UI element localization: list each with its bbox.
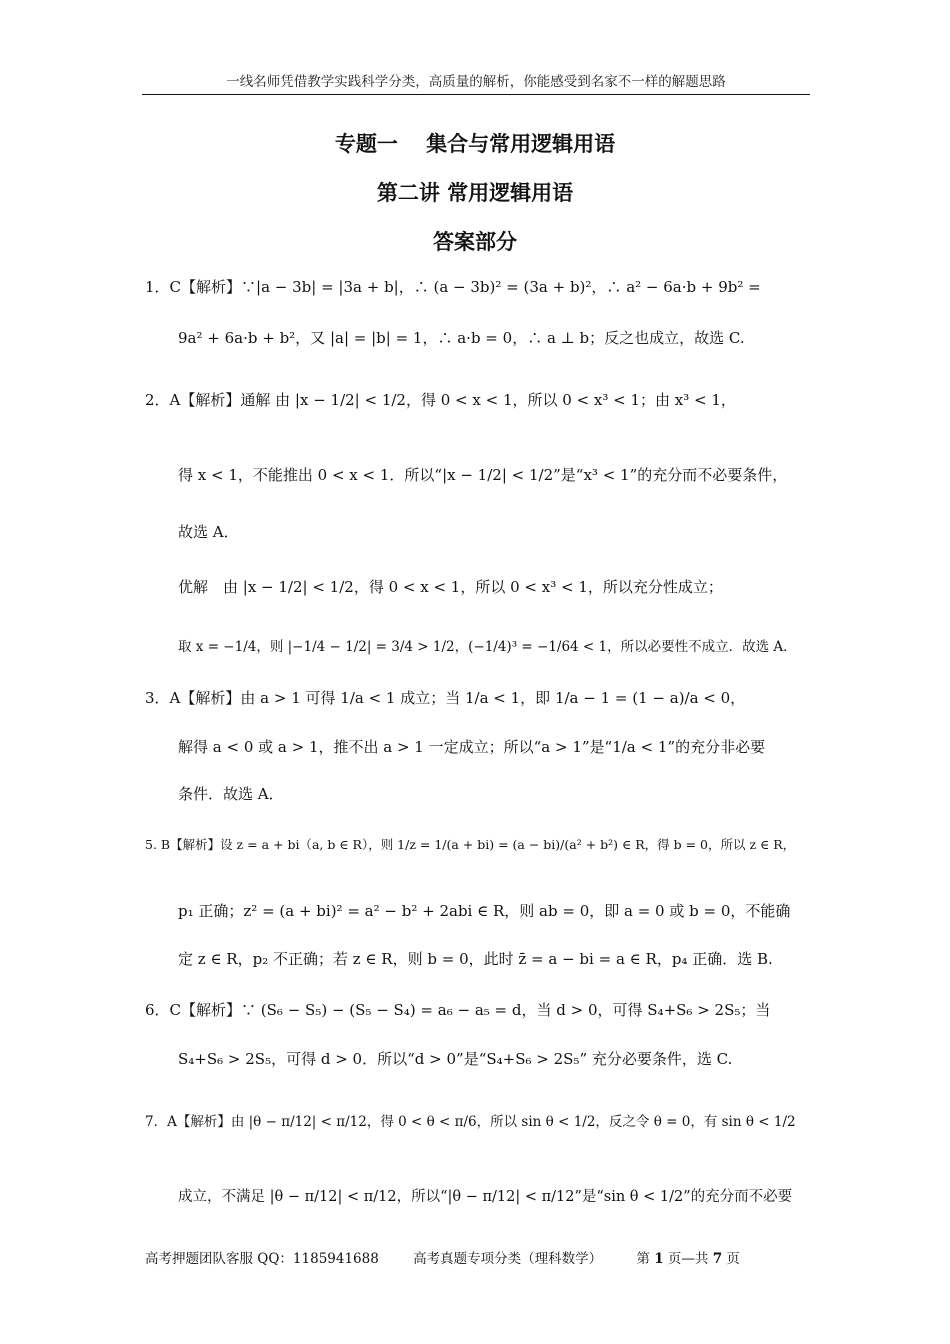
answer-2-line-1: 2．A【解析】通解 由 |x − 1/2| < 1/2，得 0 < x < 1，所以 0 < x³ < 1；由 x³ < 1， <box>145 391 736 409</box>
page-total: 7 <box>712 1251 723 1267</box>
answer-5-line-1: 5. B【解析】设 z = a + bi（a, b ∈ R），则 1/z = 1/(a + bi) = (a − bi)/(a² + b²) ∈ R，得 b = 0，所以 z ∈ R， <box>145 837 796 852</box>
footer <box>145 1247 770 1267</box>
answer-2-line-5: 取 x = −1/4，则 |−1/4 − 1/2| = 3/4 > 1/2，(−1/4)³ = −1/64 < 1，所以必要性不成立．故选 A． <box>178 639 797 655</box>
answer-1-line-2: 9a² + 6a·b + b²，又 |a| = |b| = 1，∴ a·b = 0，∴ a ⊥ b；反之也成立，故选 C. <box>178 329 745 347</box>
page-mid: 页—共 <box>667 1251 709 1267</box>
answer-6-line-2: S₄+S₆ > 2S₅，可得 d > 0．所以“d > 0”是“S₄+S₆ > 2S₅” 充分必要条件，选 C. <box>178 1050 733 1068</box>
lecture-title: 第二讲 常用逻辑用语 <box>376 181 574 205</box>
answer-1-line-1: 1．C【解析】∵|a − 3b| = |3a + b|，∴ (a − 3b)² = (3a + b)²，∴ a² − 6a·b + 9b² = <box>145 278 761 296</box>
answer-2-line-3: 故选 A． <box>178 523 239 541</box>
answer-2-line-2: 得 x < 1，不能推出 0 < x < 1．所以“|x − 1/2| < 1/2”是“x³ < 1”的充分而不必要条件， <box>178 466 788 484</box>
answer-3-line-3: 条件．故选 A． <box>178 785 284 803</box>
topic-title: 专题一 集合与常用逻辑用语 <box>334 132 616 156</box>
answer-5-line-2: p₁ 正确；z² = (a + bi)² = a² − b² + 2abi ∈ R，则 ab = 0，即 a = 0 或 b = 0，不能确 <box>178 902 791 920</box>
page-number: 1 <box>654 1251 664 1267</box>
answer-6-line-1: 6．C【解析】∵ (S₆ − S₅) − (S₅ − S₄) = a₆ − a₅ = d，当 d > 0，可得 S₄+S₆ > 2S₅；当 <box>145 1001 771 1019</box>
answer-7-line-1: 7．A【解析】由 |θ − π/12| < π/12，得 0 < θ < π/6，所以 sin θ < 1/2，反之令 θ = 0，有 sin θ < 1/2 <box>145 1114 796 1130</box>
answer-3-line-2: 解得 a < 0 或 a > 1，推不出 a > 1 一定成立；所以“a > 1”是“1/a < 1”的充分非必要 <box>178 738 766 756</box>
answer-2-line-4: 优解 由 |x − 1/2| < 1/2，得 0 < x < 1，所以 0 < x³ < 1，所以充分性成立； <box>178 578 723 596</box>
footer-page <box>636 1251 740 1267</box>
answer-3-line-1: 3．A【解析】由 a > 1 可得 1/a < 1 成立；当 1/a < 1，即 1/a − 1 = (1 − a)/a < 0， <box>145 689 746 707</box>
answer-7-line-2: 成立，不满足 |θ − π/12| < π/12，所以“|θ − π/12| < π/12”是“sin θ < 1/2”的充分而不必要 <box>178 1189 793 1205</box>
header-rule <box>142 94 810 95</box>
header-slogan: 一线名师凭借教学实践科学分类，高质量的解析，你能感受到名家不一样的解题思路 <box>226 74 726 90</box>
footer-series: 高考真题专项分类（理科数学） <box>413 1251 603 1267</box>
page-suffix: 页 <box>726 1251 740 1267</box>
page-prefix: 第 <box>636 1251 650 1267</box>
answer-5-line-3: 定 z ∈ R，p₂ 不正确；若 z ∈ R，则 b = 0，此时 z̄ = a − bi = a ∈ R，p₄ 正确．选 B. <box>178 950 773 968</box>
footer-service: 高考押题团队客服 QQ：1185941688 <box>145 1251 379 1267</box>
section-title: 答案部分 <box>433 230 517 254</box>
